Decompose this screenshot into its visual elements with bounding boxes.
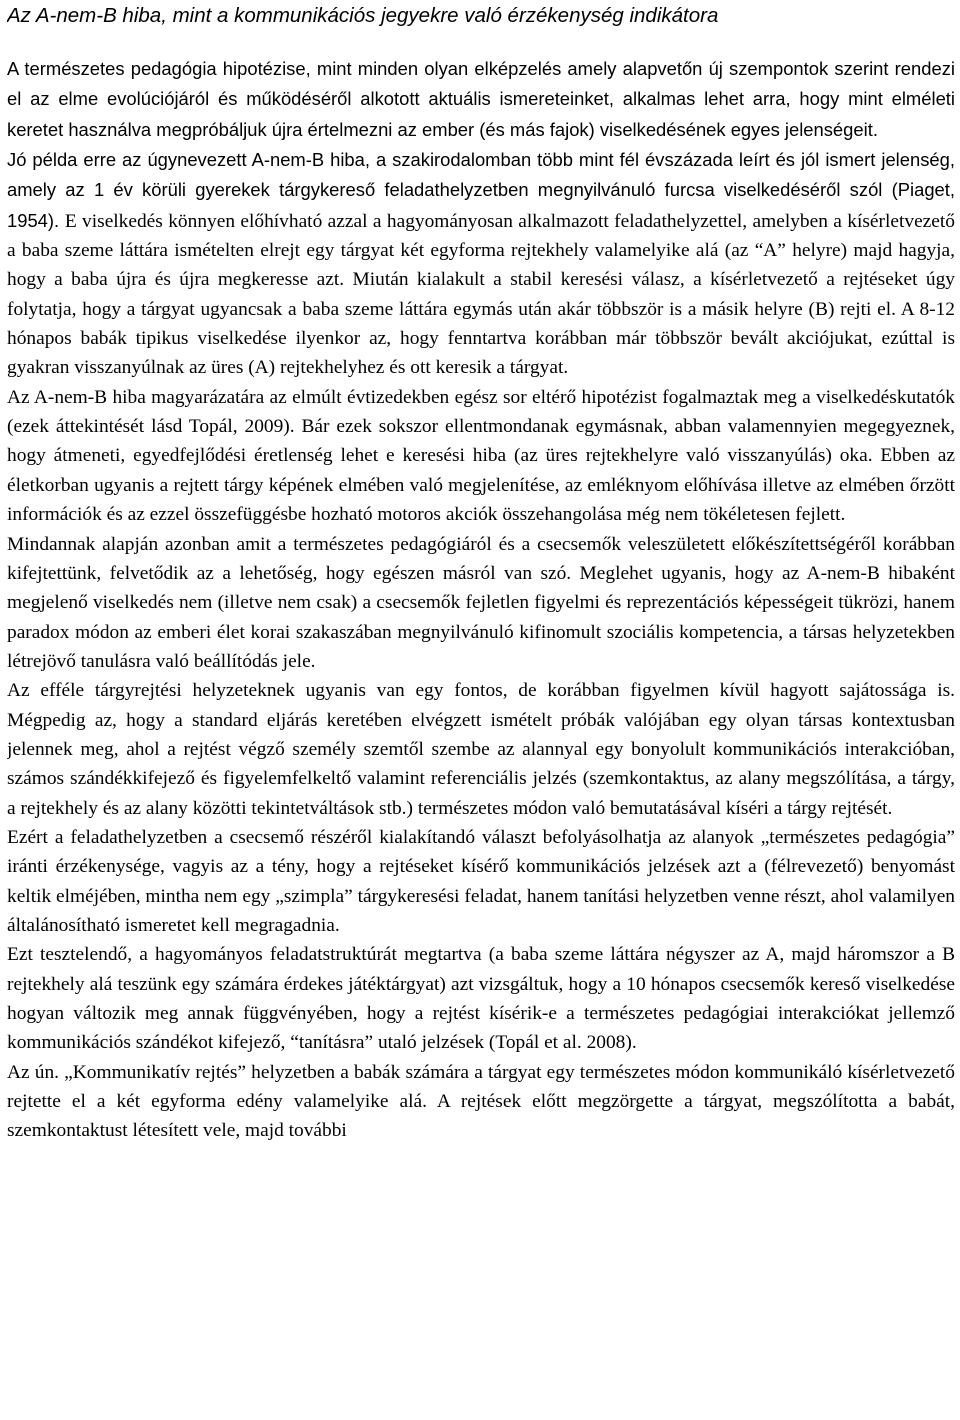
- paragraph-text: Az efféle tárgyrejtési helyzeteknek ugyanis van egy fontos, de korábban figyelmen kívül hagyott sajátossága is. Mégpedig az, hogy a standard eljárás keretében elvégzett ismételt próbák valójában egy olyan társas kontextusban jelennek meg, ahol a rejtést végző személy szemtől szembe az alannyal egy bonyolult kommunikációs interakcióban, számos szándékkifejező és figyelemfelkeltő valamint referenciális jelzés (szemkontaktus, az alany megszólítása, a tárgy, a rejtekhely és az alany közötti tekintetváltások stb.) természetes módon való bemutatásával kíséri a tárgy rejtését.: [7, 680, 955, 819]
- document-body: [7, 54, 955, 1146]
- paragraph-text: Ezért a feladathelyzetben a csecsemő részéről kialakítandó választ befolyásolhatja az alanyok „természetes pedagógia” iránti érzékenysége, vagyis az a tény, hogy a rejtéseket kísérő kommunikációs jelzések azt a (félrevezető) benyomást keltik elméjében, mintha nem egy „szimpla” tárgykeresési feladat, hanem tanítási helyzetben venne részt, ahol valamilyen általánosítható ismeretet kell megragadnia.: [7, 826, 955, 936]
- paragraph: [7, 1058, 955, 1146]
- paragraph: [7, 823, 955, 940]
- paragraph-text: Az ún. „Kommunikatív rejtés” helyzetben a babák számára a tárgyat egy természetes módon kommunikáló kísérletvezető rejtette el a két egyforma edény valamelyike alá. A rejtések előtt megzörgette a tárgyat, megszólította a babát, szemkontaktust létesített vele, majd további: [7, 1061, 955, 1142]
- paragraph: [7, 145, 955, 383]
- paragraph-text: Az A-nem-B hiba magyarázatára az elmúlt évtizedekben egész sor eltérő hipotézist fogalmaztak meg a viselkedéskutatók (ezek áttekintését lásd Topál, 2009). Bár ezek sokszor ellentmondanak egymásnak, abban valamennyien megegyeznek, hogy átmeneti, egyedfejlődési éretlenség lehet e keresési hiba (az üres rejtekhelyre való visszanyúlás) oka. Ebben az életkorban ugyanis a rejtett tárgy képének elmében való megjelenítése, az emléknyom előhívása illetve az elmében őrzött információk és az ezzel összefüggésbe hozható motoros akciók összehangolása még nem tökéletesen fejlett.: [7, 386, 955, 526]
- paragraph: [7, 383, 955, 530]
- paragraph: [7, 676, 955, 823]
- document-title: Az A-nem-B hiba, mint a kommunikációs jegyekre való érzékenység indikátora: [7, 4, 719, 27]
- paragraph: [7, 940, 955, 1057]
- paragraph-text: Mindannak alapján azonban amit a természetes pedagógiáról és a csecsemők veleszületett előkészítettségéről korábban kifejtettünk, felvetődik az a lehetőség, hogy egészen másról van szó. Meglehet ugyanis, hogy az A-nem-B hibaként megjelenő viselkedés nem (illetve nem csak) a csecsemők fejletlen figyelmi és reprezentációs képességeit tükrözi, hanem paradox módon az emberi élet korai szakaszában megnyilvánuló kifinomult szociális kompetencia, a társas helyzetekben létrejövő tanulásra való beállítódás jele.: [7, 533, 955, 672]
- document-page: [7, 0, 955, 1420]
- paragraph-text: Ezt tesztelendő, a hagyományos feladatstruktúrát megtartva (a baba szeme láttára négyszer az A, majd háromszor a B rejtekhely alá teszünk egy számára érdekes játéktárgyat) azt vizsgáltuk, hogy a 10 hónapos csecsemők kereső viselkedése hogyan változik meg annak függvényében, hogy a rejtést kísérik-e a természetes pedagógiai interakciókat jellemző kommunikációs szándékot kifejező, “tanításra” utaló jelzések (Topál et al. 2008).: [7, 944, 955, 1054]
- paragraph: [7, 530, 955, 677]
- paragraph-text: E viselkedés könnyen előhívható azzal a hagyományosan alkalmazott feladathelyzettel, amelyben a kísérletvezető a baba szeme láttára ismételten elrejt egy tárgyat két egyforma rejtekhely valamelyike alá (az “A” helyre) majd hagyja, hogy a baba újra és újra megkeresse azt. Miután kialakult a stabil keresési válasz, a kísérletvezető a rejtéseket úgy folytatja, hogy a tárgyat ugyancsak a baba szeme láttára egymás után akár többször is a másik helyre (B) rejti el. A 8-12 hónapos babák tipikus viselkedése ilyenkor az, hogy fenntartva korábban már többször bevált akciójukat, ezúttal is gyakran visszanyúlnak az üres (A) rejtekhelyhez és ott keresik a tárgyat.: [7, 210, 955, 379]
- paragraph: [7, 54, 955, 145]
- paragraph-text: Jó példa erre az úgynevezett A-nem-B hiba, a szakirodalomban több mint fél évszázada leírt és jól ismert jelenség, amely az 1 év körüli gyerekek tárgykereső feladathelyzetben megnyilvánuló furcsa viselkedéséről szól (Piaget, 1954).: [7, 149, 955, 231]
- paragraph-text: A természetes pedagógia hipotézise, mint minden olyan elképzelés amely alapvetőn új szempontok szerint rendezi el az elme evolúciójáról és működéséről alkotott aktuális ismereteinket, alkalmas lehet arra, hogy mint elméleti keretet használva megpróbáljuk újra értelmezni az ember (és más fajok) viselkedésének egyes jelenségeit.: [7, 58, 955, 140]
